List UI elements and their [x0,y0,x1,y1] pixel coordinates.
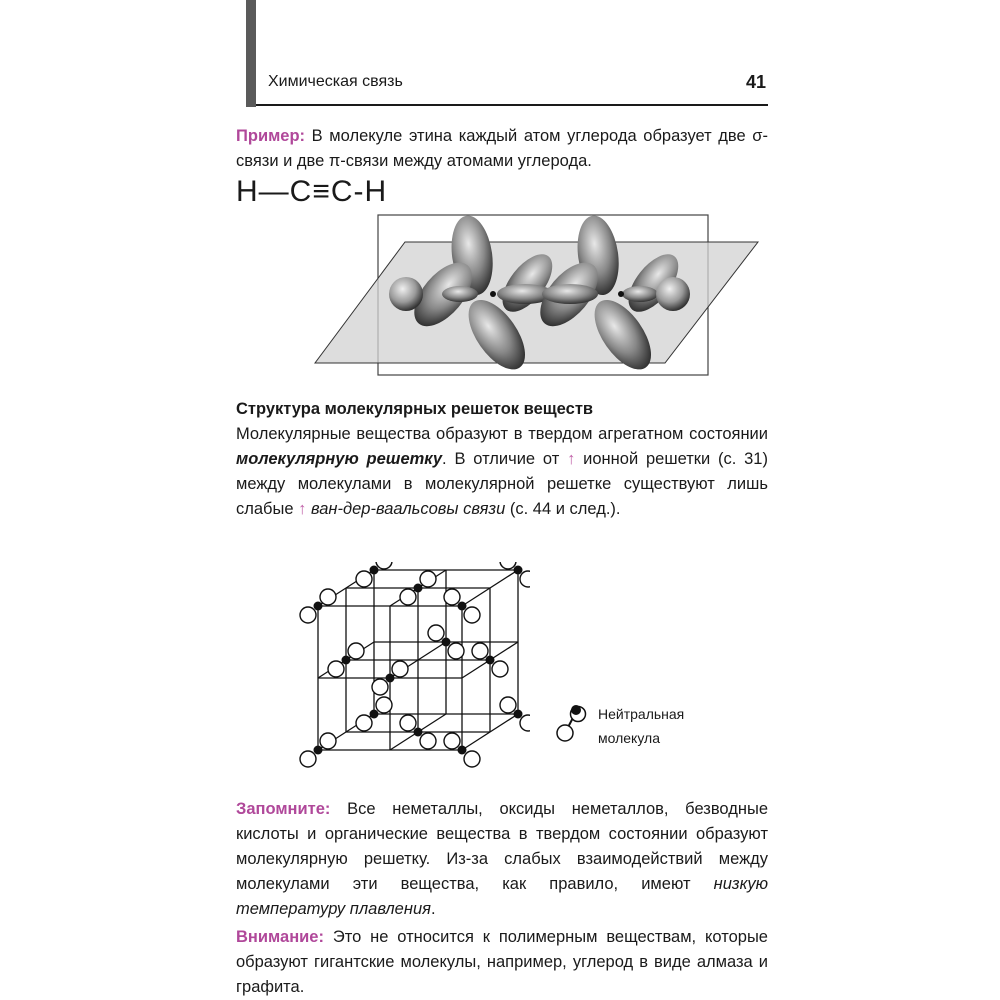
header-rule [256,104,768,106]
term-van-der-waals: ван-дер-ваальсовы связи [310,500,506,518]
neutral-molecule-icon [552,700,592,745]
page-number: 41 [745,72,766,92]
ethyne-orbital-diagram [310,210,760,385]
attention-label: Внимание: [236,928,324,946]
chapter-title: Химическая связь [268,73,403,90]
example-label: Пример: [236,127,306,145]
hydrogen-left [389,277,423,311]
legend-line-2: молекула [598,730,660,746]
remember-label: Запомните: [236,800,331,818]
hydrogen-right [656,277,690,311]
term-molecular-lattice: молекулярную решетку [236,450,443,468]
arrow-icon: ↑ [567,450,576,468]
example-paragraph [236,124,768,174]
lattice-molecule [500,562,530,587]
attention-paragraph: Внимание: Это не относится к полимерным веществам, которые образуют гигантские молекулы, например, углерод в виде алмаза и графита. [236,928,768,996]
section-paragraph: Молекулярные вещества образуют в твердом агрегатном состоянии молекулярную решетку. В отличие от ↑ ионной решетки (с. 31) между молекулами в молекулярной решетке существуют лишь слабые ↑ ван-дер-ваальсовы связи (с. 44 и след.). [236,425,768,518]
example-text: В молекуле этина каждый атом углерода образует две σ-связи и две π-связи между атомами углерода. [236,127,768,170]
arrow-icon: ↑ [298,500,307,518]
ethyne-formula: H—C≡C-H [236,175,388,208]
term-low-melting-point: низкую температуру плавления [236,875,769,918]
legend-line-1: Нейтральная [598,706,685,722]
section-heading: Структура молекулярных решеток веществ [236,400,594,418]
remember-paragraph: Запомните: Все неметаллы, оксиды неметаллов, безводные кислоты и органические вещества в твердом состоянии образуют молекулярную решетку. Из-за слабых взаимодействий между молекулами эти вещества, как правило, имеют низкую температуру плавления. [236,800,769,918]
molecular-lattice-diagram [290,562,530,777]
header-bar [246,0,256,107]
